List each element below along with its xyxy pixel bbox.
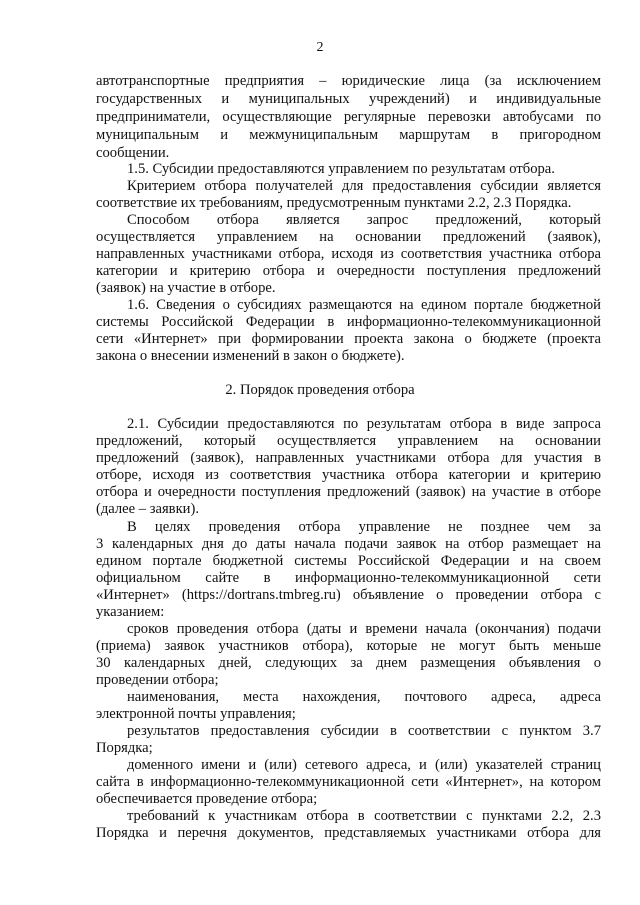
text-line: обеспечивается проведение отбора; bbox=[96, 791, 318, 807]
text-line: требований к участникам отбора в соответствии с пунктами 2.2, 2.3 bbox=[127, 808, 601, 824]
text-line: категории и критерию отбора и очередности поступления предложений bbox=[96, 263, 601, 279]
text-line: В целях проведения отбора управление не позднее чем за bbox=[127, 519, 601, 535]
text-line: направленных участниками отбора, исходя из соответствия участника отбора bbox=[96, 246, 601, 262]
text-line: сети «Интернет» при формировании проекта закона о бюджете (проекта bbox=[96, 331, 601, 347]
text-line: 2.1. Субсидии предоставляются по результатам отбора в виде запроса bbox=[127, 416, 601, 432]
text-line: закона о внесении изменений в закон о бюджете). bbox=[96, 348, 405, 364]
text-line: 1.6. Сведения о субсидиях размещаются на едином портале бюджетной bbox=[127, 297, 601, 313]
text-line: отбора и очередности поступления предложений (заявок) на участие в отборе bbox=[96, 484, 601, 500]
text-line: предложений (заявок), направленных участниками отбора для участия в bbox=[96, 450, 601, 466]
text-line: соответствие их требованиям, предусмотренным пунктами 2.2, 2.3 Порядка. bbox=[96, 195, 572, 211]
text-line: Порядка и перечня документов, представляемых участниками отбора для bbox=[96, 825, 601, 841]
text-line: Критерием отбора получателей для предоставления субсидии является bbox=[127, 178, 601, 194]
text-line: Способом отбора является запрос предложений, который bbox=[127, 212, 601, 228]
text-line: автотранспортные предприятия – юридические лица (за исключением bbox=[96, 73, 601, 89]
text-line: проведении отбора; bbox=[96, 672, 219, 688]
text-line: Порядка; bbox=[96, 740, 153, 756]
text-line: государственных и муниципальных учреждений) и индивидуальные bbox=[96, 91, 601, 107]
text-line: доменного имени и (или) сетевого адреса, и (или) указателей страниц bbox=[127, 757, 601, 773]
text-line: (заявок) на участие в отборе. bbox=[96, 280, 276, 296]
text-line: указанием: bbox=[96, 604, 165, 620]
text-line: системы Российской Федерации в информационно-телекоммуникационной bbox=[96, 314, 601, 330]
text-line: (далее – заявки). bbox=[96, 501, 199, 517]
text-line: едином портале бюджетной системы Российской Федерации и на своем bbox=[96, 553, 601, 569]
text-line: наименования, места нахождения, почтового адреса, адреса bbox=[127, 689, 601, 705]
text-line: официальном сайте в информационно-телекоммуникационной сети bbox=[96, 570, 601, 586]
section-heading: 2. Порядок проведения отбора bbox=[225, 382, 415, 398]
text-line: «Интернет» (https://dortrans.tmbreg.ru) объявление о проведении отбора с bbox=[96, 587, 601, 603]
text-line: результатов предоставления субсидии в соответствии с пунктом 3.7 bbox=[127, 723, 601, 739]
page-number: 2 bbox=[316, 40, 324, 55]
text-line: электронной почты управления; bbox=[96, 706, 296, 722]
text-line: сроков проведения отбора (даты и времени начала (окончания) подачи bbox=[127, 621, 601, 637]
text-line: сайта в информационно-телекоммуникационной сети «Интернет», на котором bbox=[96, 774, 601, 790]
text-line: 3 календарных дня до даты начала подачи заявок на отбор размещает на bbox=[96, 536, 601, 552]
text-line: муниципальным и межмуниципальным маршрутам в пригородном bbox=[96, 127, 601, 143]
text-line: 1.5. Субсидии предоставляются управлением по результатам отбора. bbox=[127, 161, 555, 177]
text-line: (приема) заявок участников отбора), которые не могут быть меньше bbox=[96, 638, 601, 654]
text-line: сообщении. bbox=[96, 145, 170, 161]
text-line: отборе, исходя из соответствия участника отбора категории и критерию bbox=[96, 467, 601, 483]
text-line: 30 календарных дней, следующих за днем размещения объявления о bbox=[96, 655, 601, 671]
text-line: предложений, который осуществляется управлением на основании bbox=[96, 433, 601, 449]
text-line: осуществляется управлением на основании предложений (заявок), bbox=[96, 229, 601, 245]
text-line: предприниматели, осуществляющие регулярные перевозки автобусами по bbox=[96, 109, 601, 125]
